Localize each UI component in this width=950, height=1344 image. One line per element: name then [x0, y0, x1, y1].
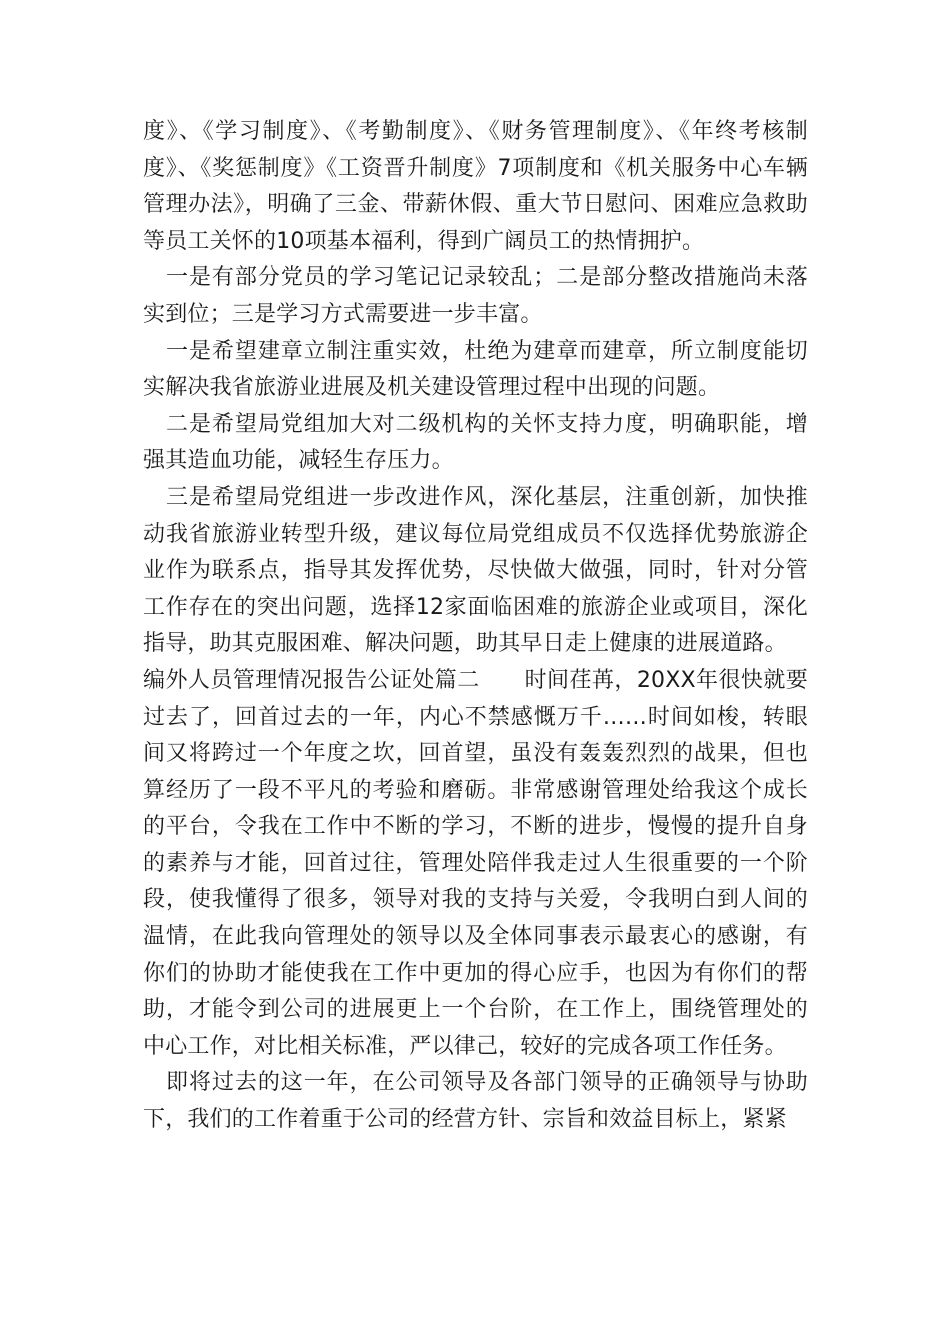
paragraph-suggestion-two: 二是希望局党组加大对二级机构的关怀支持力度，明确职能，增强其造血功能，减轻生存压力。	[143, 411, 808, 474]
paragraph-suggestion-three: 三是希望局党组进一步改进作风，深化基层，注重创新，加快推动我省旅游业转型升级，建议每位局党组成员不仅选择优势旅游企业作为联系点，指导其发挥优势，尽快做大做强，同时，针对分管工作存在的突出问题，选择12家面临困难的旅游企业或项目，深化指导，助其克服困难、解决问题，助其早日走上健康的进展道路。	[143, 484, 808, 657]
paragraph-problems: 一是有部分党员的学习笔记记录较乱；二是部分整改措施尚未落实到位；三是学习方式需要进一步丰富。	[143, 265, 808, 327]
paragraph-regulations: 度》、《学习制度》、《考勤制度》、《财务管理制度》、《年终考核制度》、《奖惩制度》《工资晋升制度》7项制度和《机关服务中心车辆管理办法》，明确了三金、带薪休假、重大节日慰问、困难应急救助等员工关怀的10项基本福利，得到广阔员工的热情拥护。	[143, 119, 808, 254]
document-body	[143, 114, 808, 1139]
paragraph-suggestion-one: 一是希望建章立制注重实效，杜绝为建章而建章，所立制度能切实解决我省旅游业进展及机关建设管理过程中出现的问题。	[143, 338, 808, 401]
paragraph-report-part-two: 编外人员管理情况报告公证处篇二 时间荏苒，20XX年很快就要过去了，回首过去的一年，内心不禁感慨万千……时间如梭，转眼间又将跨过一个年度之坎，回首望，虽没有轰轰烈烈的战果，但也算经历了一段不平凡的考验和磨砺。非常感谢管理处给我这个成长的平台，令我在工作中不断的学习，不断的进步，慢慢的提升自身的素养与才能，回首过往，管理处陪伴我走过人生很重要的一个阶段，使我懂得了很多，领导对我的支持与关爱，令我明白到人间的温情，在此我向管理处的领导以及全体同事表示最衷心的感谢，有你们的协助才能使我在工作中更加的得心应手，也因为有你们的帮助，才能令到公司的进展更上一个台阶，在工作上，围绕管理处的中心工作，对比相关标准，严以律己，较好的完成各项工作任务。	[143, 667, 808, 1059]
paragraph-year-review: 即将过去的这一年，在公司领导及各部门领导的正确领导与协助下，我们的工作着重于公司的经营方针、宗旨和效益目标上，紧紧	[143, 1070, 808, 1133]
